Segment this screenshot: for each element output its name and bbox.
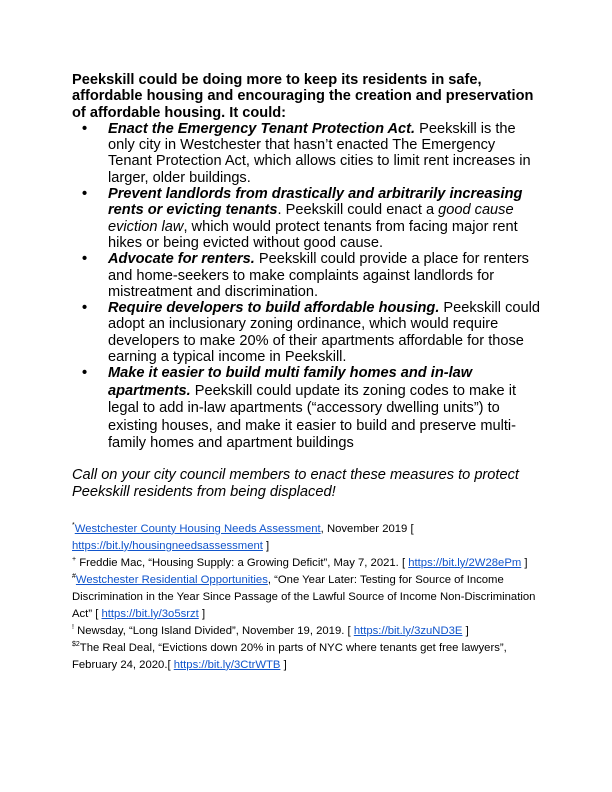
measure-text: Peekskill could provide a place for renters and home-seekers to make complaints against landlords for mistreatment and discrimination. xyxy=(108,251,529,300)
measure-lead: Make it easier to build multi family homes and in-law apartments. xyxy=(108,365,473,399)
footnote xyxy=(72,572,540,623)
url-link[interactable]: https://bit.ly/3zuND3E xyxy=(353,624,463,637)
source-link[interactable]: Westchester County Housing Needs Assessment xyxy=(74,522,321,535)
footnote xyxy=(72,640,540,674)
footnote xyxy=(72,555,540,572)
footnote xyxy=(72,623,540,640)
url-link[interactable]: https://bit.ly/housingneedsassessment xyxy=(72,539,263,552)
bullet-icon: • xyxy=(82,120,88,137)
source-link[interactable]: Westchester Residential Opportunities xyxy=(75,573,268,586)
measure-lead: Advocate for renters. xyxy=(108,251,255,268)
measure-text: Peekskill could adopt an inclusionary zoning ordinance, which would require developers to make 20% of their apartments affordable for those earning a typical income in Peekskill. xyxy=(108,300,540,366)
footnotes xyxy=(72,521,540,674)
footnote-close: ] xyxy=(462,624,469,637)
measures-list xyxy=(72,121,540,453)
measure-text: , which would protect tenants from facing major rent hikes or being evicted without good cause. xyxy=(108,218,518,251)
footnote-close: ] xyxy=(262,539,270,552)
bullet-icon: • xyxy=(82,300,88,317)
footnote-text: , “One Year Later: Testing for Source of Income Discrimination in the Year Since Passage of the Lawful Source of Income Non-Discrimination Act” [ xyxy=(72,573,536,620)
footnote xyxy=(72,521,540,555)
url-link[interactable]: https://bit.ly/3o5srzt xyxy=(101,607,199,620)
call-to-action: Call on your city council members to enact these measures to protect Peekskill residents from being displaced! xyxy=(72,466,519,500)
list-item xyxy=(72,300,540,365)
bullet-icon: • xyxy=(82,186,88,203)
footnote-marker: + xyxy=(72,556,77,564)
measure-text: . Peekskill could enact a xyxy=(277,202,439,219)
footnote-marker: ! xyxy=(72,624,74,632)
measure-emphasis: good cause eviction law xyxy=(108,202,514,235)
measure-lead: Require developers to build affordable housing. xyxy=(108,300,440,317)
footnote-text: Newsday, “Long Island Divided”, November 19, 2019. [ xyxy=(73,624,354,637)
document-page xyxy=(72,72,540,674)
bullet-icon: • xyxy=(82,251,88,268)
footnote-marker: # xyxy=(72,573,76,581)
measure-text: Peekskill is the only city in Westchester that hasn’t enacted The Emergency Tenant Protection Act, which allows cities to limit rent increases in larger, older buildings. xyxy=(108,120,531,186)
list-item xyxy=(72,121,540,186)
intro-paragraph: Peekskill could be doing more to keep its residents in safe, affordable housing and encouraging the creation and preservation of affordable housing. It could: xyxy=(72,72,534,121)
list-item xyxy=(72,365,540,453)
list-item xyxy=(72,251,540,300)
footnote-marker: $2 xyxy=(72,641,80,649)
url-link[interactable]: https://bit.ly/2W28ePm xyxy=(408,556,522,569)
bullet-icon: • xyxy=(82,365,88,382)
list-item xyxy=(72,186,540,251)
footnote-close: ] xyxy=(280,658,287,671)
footnote-close: ] xyxy=(198,607,206,620)
measure-lead: Enact the Emergency Tenant Protection Act. xyxy=(108,120,416,137)
footnote-text: The Real Deal, “Evictions down 20% in parts of NYC where tenants get free lawyers”, February 24, 2020.[ xyxy=(72,641,507,671)
footnote-text: , November 2019 [ xyxy=(320,522,414,535)
footnote-marker: * xyxy=(72,522,75,530)
url-link[interactable]: https://bit.ly/3CtrWTB xyxy=(173,658,281,671)
measure-lead: Prevent landlords from drastically and arbitrarily increasing rents or evicting tenants xyxy=(108,186,523,219)
measure-text: Peekskill could update its zoning codes to make it legal to add in-law apartments (“accessory dwelling units”) to existing houses, and make it easier to build and preserve multi-family homes and apartment buildings xyxy=(108,382,517,452)
footnote-close: ] xyxy=(521,556,528,569)
footnote-text: Freddie Mac, “Housing Supply: a Growing Deficit”, May 7, 2021. [ xyxy=(76,556,409,569)
